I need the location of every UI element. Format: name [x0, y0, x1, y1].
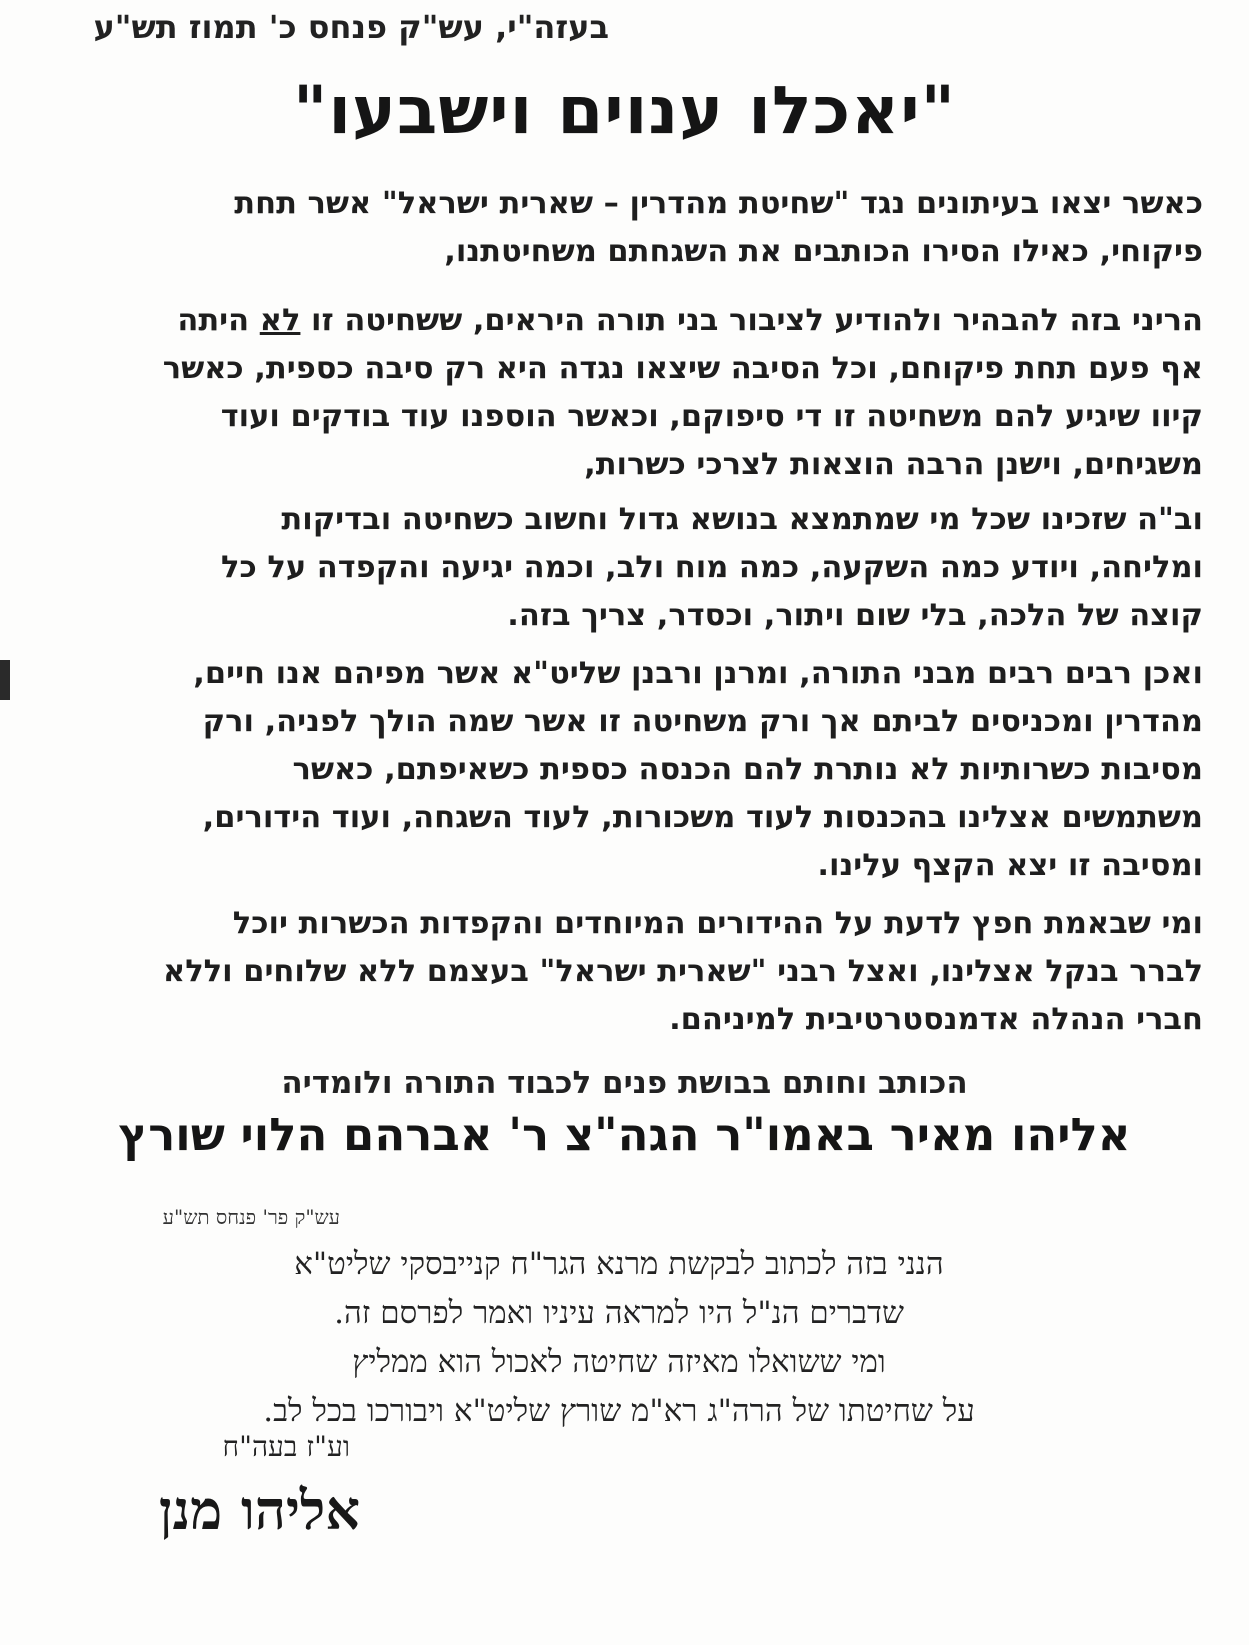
paragraph-line: וב"ה שזכינו שכל מי שמתמצא בנושא גדול וחשוב כשחיטה ובדיקות: [281, 502, 1203, 537]
signatory-name: אליהו מאיר באמו"ר הגה"צ ר' אברהם הלוי שורץ: [118, 1108, 1131, 1161]
paragraph-1: [53, 180, 1203, 276]
emphasis-word: לא: [259, 303, 301, 338]
signature-intro: הכותב וחותם בבושת פנים לכבוד התורה ולומדיה: [281, 1065, 968, 1101]
paragraph-line: [53, 297, 1203, 345]
paragraph-line-text: הריני בזה להבהיר ולהודיע לציבור בני תורה היראים, ששחיטה זו: [311, 303, 1203, 338]
paragraph-line: מהדרין ומכניסים לביתם אך ורק משחיטה זו אשר שמה הולך לפניה, ורק: [202, 704, 1203, 739]
paragraph-line: כאשר יצאו בעיתונים נגד "שחיטת מהדרין – שארית ישראל" אשר תחת: [234, 186, 1203, 221]
paragraph-line: ואכן רבים רבים מבני התורה, ומרנן ורבנן שליט"א אשר מפיהם אנו חיים,: [193, 656, 1203, 691]
handwritten-signature: אליהו מנן: [158, 1478, 360, 1542]
letter-closing: וע"ז בעה"ח: [222, 1430, 350, 1463]
letter-line: שדברים הנ"ל היו למראה עיניו ואמר לפרסם זה.: [334, 1295, 904, 1331]
letter-line: הנני בזה לכתוב לבקשת מרנא הגר"ח קנייבסקי שליט"א: [294, 1246, 944, 1282]
paragraph-4: [53, 650, 1203, 890]
paragraph-line: פיקוחי, כאילו הסירו הכותבים את השגחתם משחיטתנו,: [444, 234, 1203, 269]
paragraph-line: קיוו שיגיע להם משחיטה זו די סיפוקם, וכאשר הוספנו עוד בודקים ועוד: [220, 399, 1203, 434]
paragraph-line: קוצה של הלכה, בלי שום ויתור, וכסדר, צריך בזה.: [507, 598, 1203, 633]
page-title: "יאכלו ענוים וישבעו": [292, 72, 957, 149]
endorsement-letter: [119, 1240, 1119, 1436]
letter-line: ומי ששואלו מאיזה שחיטה לאכול הוא ממליץ: [352, 1344, 886, 1380]
letter-date: עש"ק פר' פנחס תש"ע: [162, 1205, 340, 1229]
margin-mark: [0, 660, 10, 700]
paragraph-3: [53, 496, 1203, 640]
paragraph-5: [53, 900, 1203, 1044]
paragraph-line: מסיבות כשרותיות לא נותרת להם הכנסה כספית כשאיפתם, כאשר: [292, 752, 1203, 787]
paragraph-line: משגיחים, וישנן הרבה הוצאות לצרכי כשרות,: [584, 447, 1203, 482]
paragraph-line: אף פעם תחת פיקוחם, וכל הסיבה שיצאו נגדה היא רק סיבה כספית, כאשר: [162, 351, 1203, 386]
paragraph-line: משתמשים אצלינו בהכנסות לעוד משכורות, לעוד השגחה, ועוד הידורים,: [202, 800, 1203, 835]
letter-line: על שחיטתו של הרה"ג רא"מ שורץ שליט"א ויבורכו בכל לב.: [263, 1393, 975, 1429]
paragraph-2: [53, 297, 1203, 489]
paragraph-line-tail: היתה: [177, 303, 250, 338]
paragraph-line: לברר בנקל אצלינו, ואצל רבני "שארית ישראל" בעצמם ללא שלוחים וללא: [163, 954, 1203, 989]
header-date: בעזה"י, עש"ק פנחס כ' תמוז תש"ע: [93, 8, 609, 46]
paragraph-line: ומי שבאמת חפץ לדעת על ההידורים המיוחדים והקפדות הכשרות יוכל: [232, 906, 1203, 941]
paragraph-line: חברי הנהלה אדמנסטרטיבית למיניהם.: [669, 1002, 1203, 1037]
paragraph-line: ומליחה, ויודע כמה השקעה, כמה מוח ולב, וכמה יגיעה והקפדה על כל: [221, 550, 1203, 585]
paragraph-line: ומסיבה זו יצא הקצף עלינו.: [817, 848, 1203, 883]
